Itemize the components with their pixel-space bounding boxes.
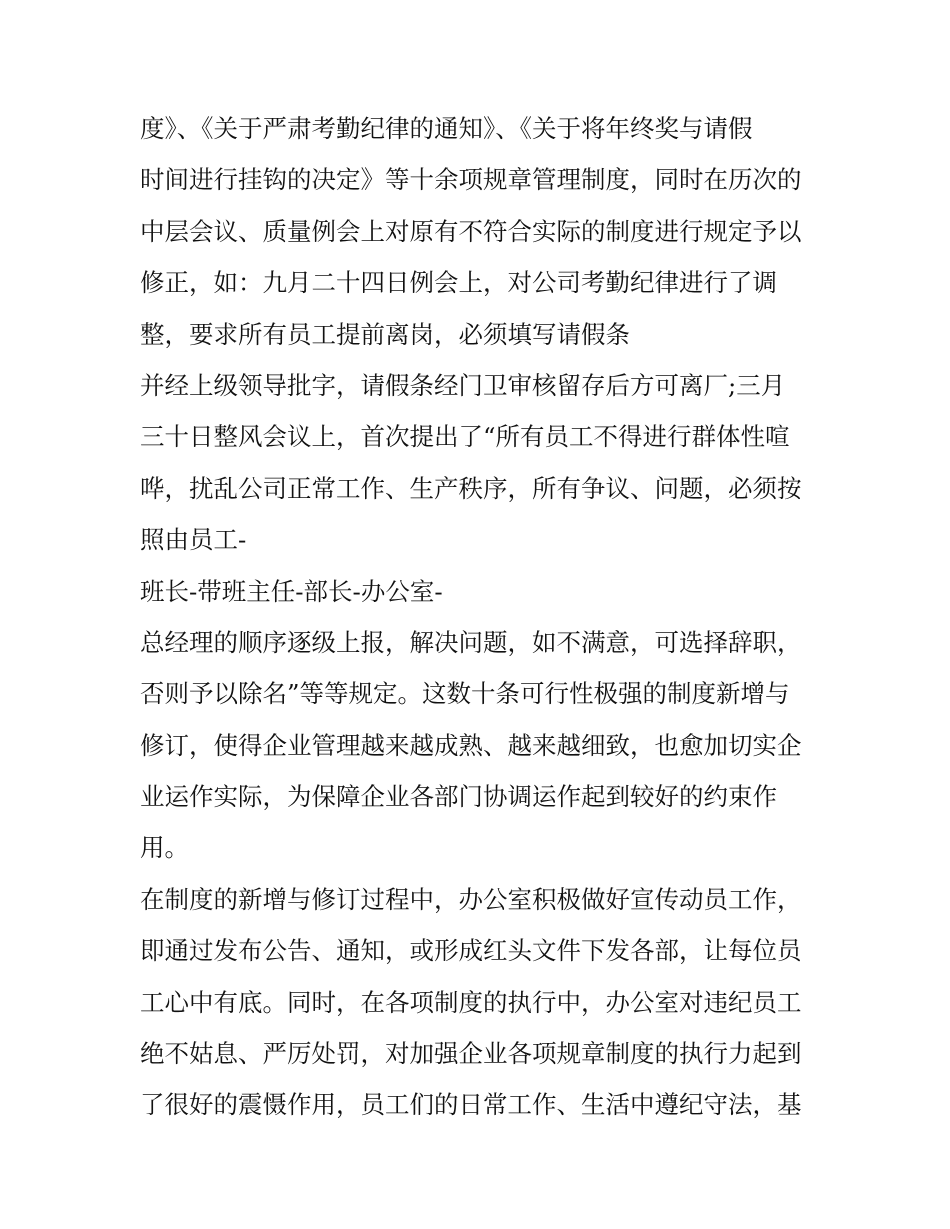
text-line: 了很好的震慑作用，员工们的日常工作、生活中遵纪守法，基 [140,1090,802,1120]
text-line: 即通过发布公告、通知，或形成红头文件下发各部，让每位员 [140,936,802,966]
text-line: 工心中有底。同时，在各项制度的执行中，办公室对违纪员工 [140,987,802,1017]
body-text [140,103,820,1131]
text-line: 修正，如：九月二十四日例会上，对公司考勤纪律进行了调 [140,268,777,298]
text-line: 修订，使得企业管理越来越成熟、越来越细致，也愈加切实企 [140,730,802,760]
text-line: 业运作实际，为保障企业各部门协调运作起到较好的约束作 [140,782,777,812]
text-line: 整，要求所有员工提前离岗，必须填写请假条 [140,319,630,349]
text-line: 班长-带班主任-部长-办公室- [140,576,443,606]
text-line: 在制度的新增与修订过程中，办公室积极做好宣传动员工作， [140,884,802,914]
text-line: 总经理的顺序逐级上报，解决问题，如不满意，可选择辞职， [140,627,802,657]
text-line: 三十日整风会议上，首次提出了“所有员工不得进行群体性喧 [140,422,790,452]
text-line: 度》、《关于严肃考勤纪律的通知》、《关于将年终奖与请假 [140,114,753,143]
text-line: 绝不姑息、严厉处罚，对加强企业各项规章制度的执行力起到 [140,1039,802,1069]
text-line: 并经上级领导批字，请假条经门卫审核留存后方可离厂;三月 [140,370,786,400]
text-line: 时间进行挂钩的决定》等十余项规章管理制度，同时在历次的 [140,165,802,195]
text-line: 中层会议、质量例会上对原有不符合实际的制度进行规定予以 [140,216,802,246]
text-line: 哗，扰乱公司正常工作、生产秩序，所有争议、问题，必须按 [140,473,802,503]
text-line: 用。 [140,833,189,863]
text-line: 照由员工- [140,525,247,555]
text-line: 否则予以除名”等等规定。这数十条可行性极强的制度新增与 [140,679,790,709]
